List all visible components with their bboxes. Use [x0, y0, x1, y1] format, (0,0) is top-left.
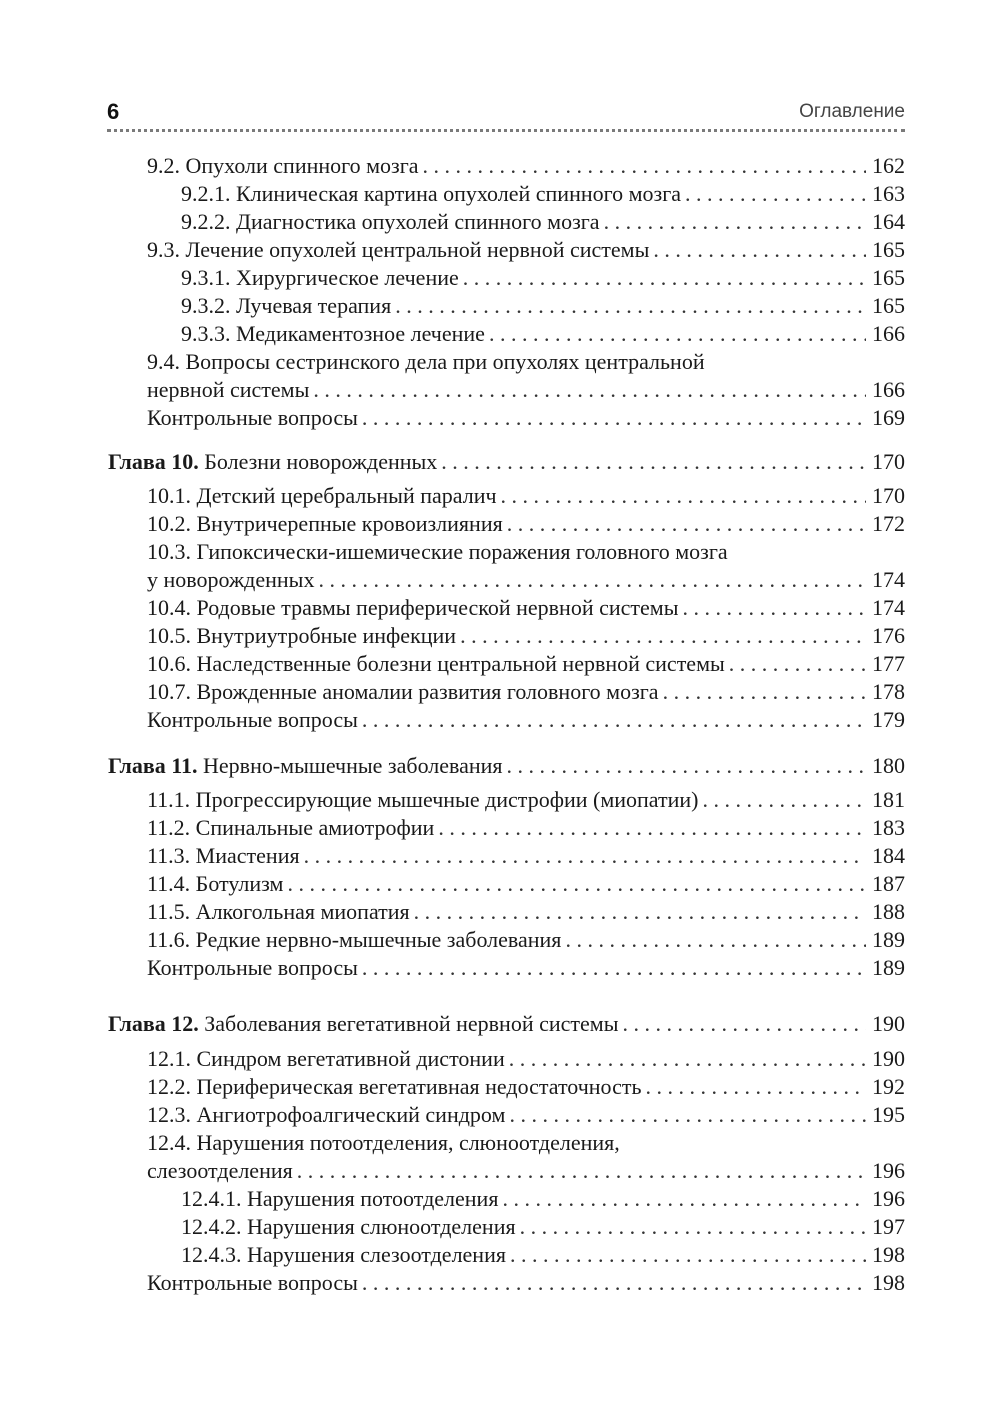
toc-entry[interactable]: [147, 404, 905, 432]
toc-entry-text: 9.2.2. Диагностика опухолей спинного мозга: [181, 209, 600, 234]
toc-entry-text: 11.6. Редкие нервно-мышечные заболевания: [147, 927, 562, 952]
toc-page-number: 181: [872, 787, 905, 812]
toc-page-number: 183: [872, 815, 905, 840]
toc-entry[interactable]: [147, 678, 905, 706]
toc-page-number: 187: [872, 871, 905, 896]
dot-leader: [287, 870, 866, 898]
toc-page-number: 163: [872, 181, 905, 206]
toc-page-number: 189: [872, 927, 905, 952]
dot-leader: [683, 594, 867, 622]
toc-page-number: 169: [872, 405, 905, 430]
toc-page-number: 162: [872, 153, 905, 178]
toc-page-number: 190: [872, 1011, 905, 1036]
dot-leader: [653, 236, 866, 264]
toc-entry[interactable]: [147, 152, 905, 180]
toc-entry[interactable]: [147, 842, 905, 870]
toc-entry-text: 11.1. Прогрессирующие мышечные дистрофии (миопатии): [147, 787, 699, 812]
page-number: 6: [107, 99, 120, 124]
toc-entry-text: 9.2. Опухоли спинного мозга: [147, 153, 419, 178]
toc-entry[interactable]: [147, 706, 905, 734]
dot-leader: [702, 786, 866, 814]
toc-entry-text: 10.4. Родовые травмы периферической нервной системы: [147, 595, 679, 620]
running-header: [107, 98, 905, 128]
toc-entry-text: 11.3. Миастения: [147, 843, 300, 868]
toc-entry-text: Заболевания вегетативной нервной системы: [198, 1011, 619, 1036]
toc-page-number: 180: [872, 753, 905, 778]
dot-leader: [520, 1213, 866, 1241]
toc-entry[interactable]: [147, 566, 905, 594]
toc-page-number: 174: [872, 567, 905, 592]
dot-leader: [362, 1269, 866, 1297]
toc-entry-text: 9.4. Вопросы сестринского дела при опухолях центральной: [147, 349, 705, 374]
toc-page-number: 196: [872, 1158, 905, 1183]
dot-leader: [460, 622, 866, 650]
dot-leader: [646, 1073, 866, 1101]
toc-entry[interactable]: [147, 1269, 905, 1297]
toc-page-number: 198: [872, 1270, 905, 1295]
toc-page-number: 190: [872, 1046, 905, 1071]
dot-leader: [565, 926, 866, 954]
toc-entry-text: Болезни новорожденных: [198, 449, 438, 474]
toc-page-number: 165: [872, 293, 905, 318]
dot-leader: [604, 208, 866, 236]
toc-page-number: 195: [872, 1102, 905, 1127]
dot-leader: [509, 1045, 866, 1073]
toc-entry-text: Контрольные вопросы: [147, 1270, 358, 1295]
toc-entry[interactable]: [147, 870, 905, 898]
toc-entry-text: 9.3. Лечение опухолей центральной нервной системы: [147, 237, 650, 262]
dot-leader: [685, 180, 866, 208]
toc-entry-text: Нервно-мышечные заболевания: [197, 753, 503, 778]
toc-entry[interactable]: [147, 1101, 905, 1129]
toc-entry-text: 11.2. Спинальные амиотрофии: [147, 815, 435, 840]
toc-entry-text: 12.2. Периферическая вегетативная недостаточность: [147, 1074, 642, 1099]
toc-entry-text: 9.3.2. Лучевая терапия: [181, 293, 392, 318]
toc-entry-text: 12.4. Нарушения потоотделения, слюноотделения,: [147, 1130, 620, 1155]
toc-page-number: 178: [872, 679, 905, 704]
dot-leader: [623, 1010, 867, 1038]
dot-leader: [423, 152, 866, 180]
toc-entry-text: у новорожденных: [147, 567, 315, 592]
dot-leader: [489, 320, 866, 348]
toc-page-number: 172: [872, 511, 905, 536]
toc-entry[interactable]: [147, 786, 905, 814]
toc-entry-text: Контрольные вопросы: [147, 707, 358, 732]
dot-leader: [318, 566, 866, 594]
chapter-label: Глава 12.: [108, 1011, 199, 1036]
toc-entry-text: 12.1. Синдром вегетативной дистонии: [147, 1046, 505, 1071]
toc-entry[interactable]: [147, 954, 905, 982]
toc-page-number: 165: [872, 265, 905, 290]
dot-leader: [502, 1185, 866, 1213]
toc-entry[interactable]: [181, 180, 905, 208]
toc-entry[interactable]: [147, 814, 905, 842]
dot-leader: [509, 1101, 866, 1129]
toc-entry-text: нервной системы: [147, 377, 310, 402]
toc-entry-text: Контрольные вопросы: [147, 405, 358, 430]
dot-leader: [304, 842, 866, 870]
dot-leader: [441, 448, 866, 476]
dot-leader: [510, 1241, 866, 1269]
dot-leader: [297, 1157, 866, 1185]
toc-entry[interactable]: [147, 510, 905, 538]
toc-entry[interactable]: [147, 376, 905, 404]
toc-entry[interactable]: [147, 1073, 905, 1101]
toc-entry[interactable]: [147, 482, 905, 510]
toc-entry[interactable]: [147, 594, 905, 622]
toc-page-number: 174: [872, 595, 905, 620]
toc-page-number: 166: [872, 377, 905, 402]
toc-entry[interactable]: [181, 320, 905, 348]
toc-entry-text: 12.3. Ангиотрофоалгический синдром: [147, 1102, 506, 1127]
toc-entry[interactable]: [147, 1157, 905, 1185]
toc-entry-text: 12.4.3. Нарушения слезоотделения: [181, 1242, 506, 1267]
toc-entry-text: 9.3.1. Хирургическое лечение: [181, 265, 459, 290]
dot-leader: [313, 376, 866, 404]
toc-page-number: 198: [872, 1242, 905, 1267]
dot-leader: [438, 814, 866, 842]
toc-entry[interactable]: [147, 898, 905, 926]
toc-page-number: 176: [872, 623, 905, 648]
toc-chapter-entry[interactable]: [108, 752, 905, 780]
toc-entry-text: 9.3.3. Медикаментозное лечение: [181, 321, 485, 346]
toc-entry[interactable]: [181, 1185, 905, 1213]
toc-page-number: 170: [872, 449, 905, 474]
toc-entry[interactable]: [181, 1241, 905, 1269]
toc-page-number: 197: [872, 1214, 905, 1239]
toc-entry-text: 10.7. Врожденные аномалии развития головного мозга: [147, 679, 659, 704]
toc-page-number: 177: [872, 651, 905, 676]
dot-leader: [507, 510, 866, 538]
toc-page-number: 170: [872, 483, 905, 508]
chapter-label: Глава 10.: [108, 449, 199, 474]
dot-leader: [501, 482, 866, 510]
toc-entry-text: 11.4. Ботулизм: [147, 871, 284, 896]
toc-chapter-entry[interactable]: [108, 1010, 905, 1038]
dot-leader: [729, 650, 866, 678]
toc-entry[interactable]: [181, 264, 905, 292]
dot-leader: [395, 292, 866, 320]
toc-entry-text: 12.4.2. Нарушения слюноотделения: [181, 1214, 516, 1239]
toc-entry[interactable]: [181, 1213, 905, 1241]
toc-entry-text: Контрольные вопросы: [147, 955, 358, 980]
toc-entry[interactable]: [181, 208, 905, 236]
toc-entry-text: 11.5. Алкогольная миопатия: [147, 899, 410, 924]
toc-entry-first-line[interactable]: [147, 538, 905, 566]
toc-entry[interactable]: [147, 650, 905, 678]
toc-page-number: 196: [872, 1186, 905, 1211]
toc-entry[interactable]: [147, 236, 905, 264]
dot-leader: [362, 954, 866, 982]
toc-page-number: 184: [872, 843, 905, 868]
toc-page-number: 188: [872, 899, 905, 924]
header-dotted-rule: [107, 129, 905, 132]
dot-leader: [463, 264, 866, 292]
toc-entry-text: 9.2.1. Клиническая картина опухолей спинного мозга: [181, 181, 682, 206]
toc-page-number: 189: [872, 955, 905, 980]
toc-entry-text: 10.5. Внутриутробные инфекции: [147, 623, 457, 648]
toc-entry-text: 10.1. Детский церебральный паралич: [147, 483, 497, 508]
toc-page-number: 164: [872, 209, 905, 234]
toc-chapter-entry[interactable]: [108, 448, 905, 476]
dot-leader: [507, 752, 866, 780]
toc-entry-first-line[interactable]: [147, 1129, 905, 1157]
toc-entry-text: слезоотделения: [147, 1158, 293, 1183]
toc-page-number: 165: [872, 237, 905, 262]
dot-leader: [362, 404, 866, 432]
toc-page-number: 179: [872, 707, 905, 732]
running-title: Оглавление: [799, 101, 905, 122]
chapter-label: Глава 11.: [108, 753, 198, 778]
dot-leader: [362, 706, 866, 734]
dot-leader: [663, 678, 866, 706]
toc-page-number: 192: [872, 1074, 905, 1099]
toc-entry-text: 10.2. Внутричерепные кровоизлияния: [147, 511, 503, 536]
toc-entry-text: 12.4.1. Нарушения потоотделения: [181, 1186, 499, 1211]
toc-entry-text: 10.6. Наследственные болезни центральной нервной системы: [147, 651, 725, 676]
toc-entry-text: 10.3. Гипоксически-ишемические поражения головного мозга: [147, 539, 728, 564]
toc-entry[interactable]: [147, 926, 905, 954]
toc-entry[interactable]: [181, 292, 905, 320]
toc-entry-first-line[interactable]: [147, 348, 905, 376]
toc-entry[interactable]: [147, 622, 905, 650]
dot-leader: [414, 898, 866, 926]
toc-page-number: 166: [872, 321, 905, 346]
toc-entry[interactable]: [147, 1045, 905, 1073]
